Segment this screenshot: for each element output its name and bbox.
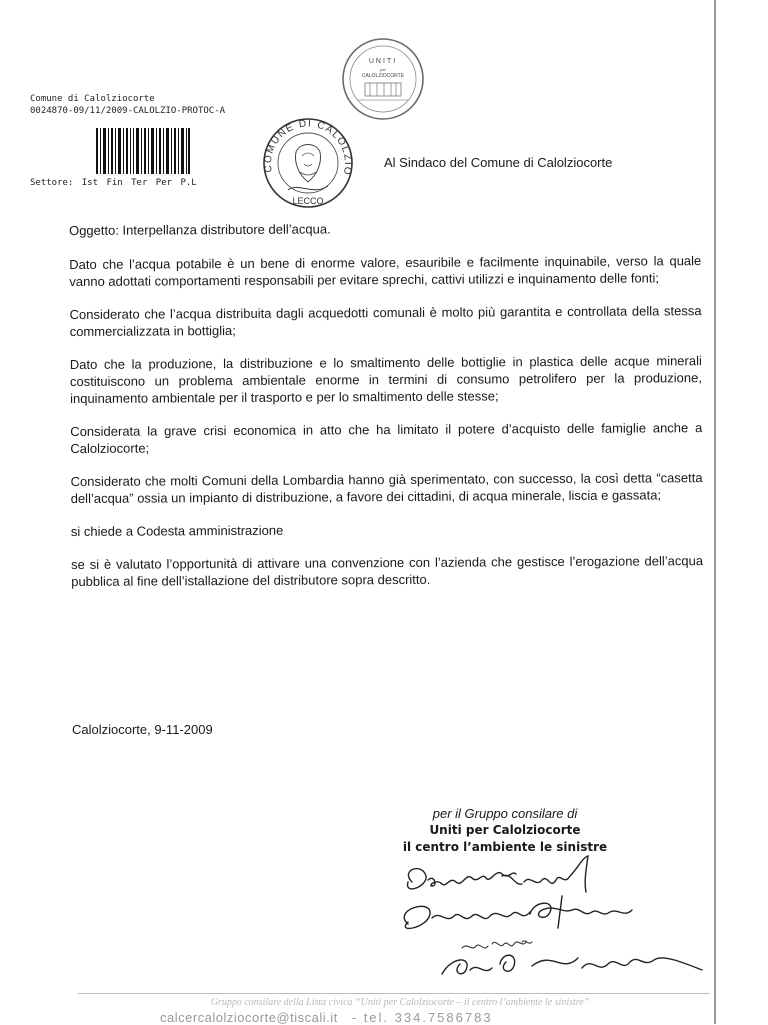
letter-subject: Oggetto: Interpellanza distributore dell’acqua. [69,221,331,238]
footer-group-line: Gruppo consilare della Lista civica “Uniti per Calolziocorte – il centro l’ambiente le sinistre” [210,997,590,1008]
letter-paragraph-5: Considerato che molti Comuni della Lombardia hanno già sperimentato, con successo, la così detta “casetta dell’acqua” ossia un impianto di distribuzione, a favore dei cittadini, di acqua minerale, liscia e gassata; [70,470,703,506]
svg-text:LECCO: LECCO [292,196,324,206]
protocol-settore: Settore: Ist Fin Ter Per P.L [30,178,197,188]
group-stamp [338,36,428,122]
signature-block [380,805,630,856]
footer-phone: - tel. 334.7586783 [351,1010,493,1025]
letter-paragraph-2: Considerato che l’acqua distribuita dagli acquedotti comunali è molto più garantita e controllata della stessa commercializzata in bottiglia; [69,303,702,339]
footer-contact [160,1010,493,1025]
signature-intro: per il Gruppo consilare di [432,806,578,821]
letter-body [69,218,703,606]
protocol-number: 0024870-09/11/2009-CALOLZIO-PROTOC-A [30,106,226,116]
letter-paragraph-7: se si è valutato l’opportunità di attivare una convenzione con l’azienda che gestisce l’erogazione dell’acqua pubblica al fine dell’istallazione del distributore sopra descritto. [71,553,704,589]
letter-paragraph-4: Considerata la grave crisi economica in atto che ha limitato il potere d’acquisto delle famiglie anche a Calolziocorte; [70,420,703,456]
letter-paragraph-1: Dato che l’acqua potabile è un bene di enorme valore, esauribile e facilmente inquinabile, verso la quale vanno adottati comportamenti responsabili per evitare sprechi, cattivi utilizzi e inquinamento delle fonti; [69,253,702,289]
municipal-seal [258,112,358,214]
signature-group-subtitle: il centro l’ambiente le sinistre [402,840,608,854]
letter-paragraph-3: Dato che la produzione, la distribuzione e lo smaltimento delle bottiglie in plastica delle acque minerali costituiscono un problema ambientale enorme in termini di consumo petrolifero per la produzione, inquinamento ambientale per il trasporto e per lo smaltimento delle stesse; [69,353,703,406]
addressee: Al Sindaco del Comune di Calolziocorte [384,155,613,170]
protocol-barcode [96,128,190,174]
footer-divider [78,993,710,994]
protocol-office: Comune di Calolziocorte [30,94,155,104]
svg-text:CALOLZIOCORTE: CALOLZIOCORTE [361,73,405,79]
protocol-stamp [30,93,225,117]
page-right-edge [714,0,716,1024]
footer-email: calcercalolziocorte@tiscali.it [160,1010,338,1025]
place-date: Calolziocorte, 9-11-2009 [72,722,213,737]
letter-paragraph-6: si chiede a Codesta amministrazione [70,522,284,539]
handwritten-signatures [382,852,712,984]
svg-text:per: per [380,67,386,72]
svg-text:UNITI: UNITI [368,58,398,65]
signature-group-name: Uniti per Calolziocorte [429,823,581,837]
svg-text:COMUNE DI CALOLZIO: COMUNE DI CALOLZIO [262,118,354,177]
